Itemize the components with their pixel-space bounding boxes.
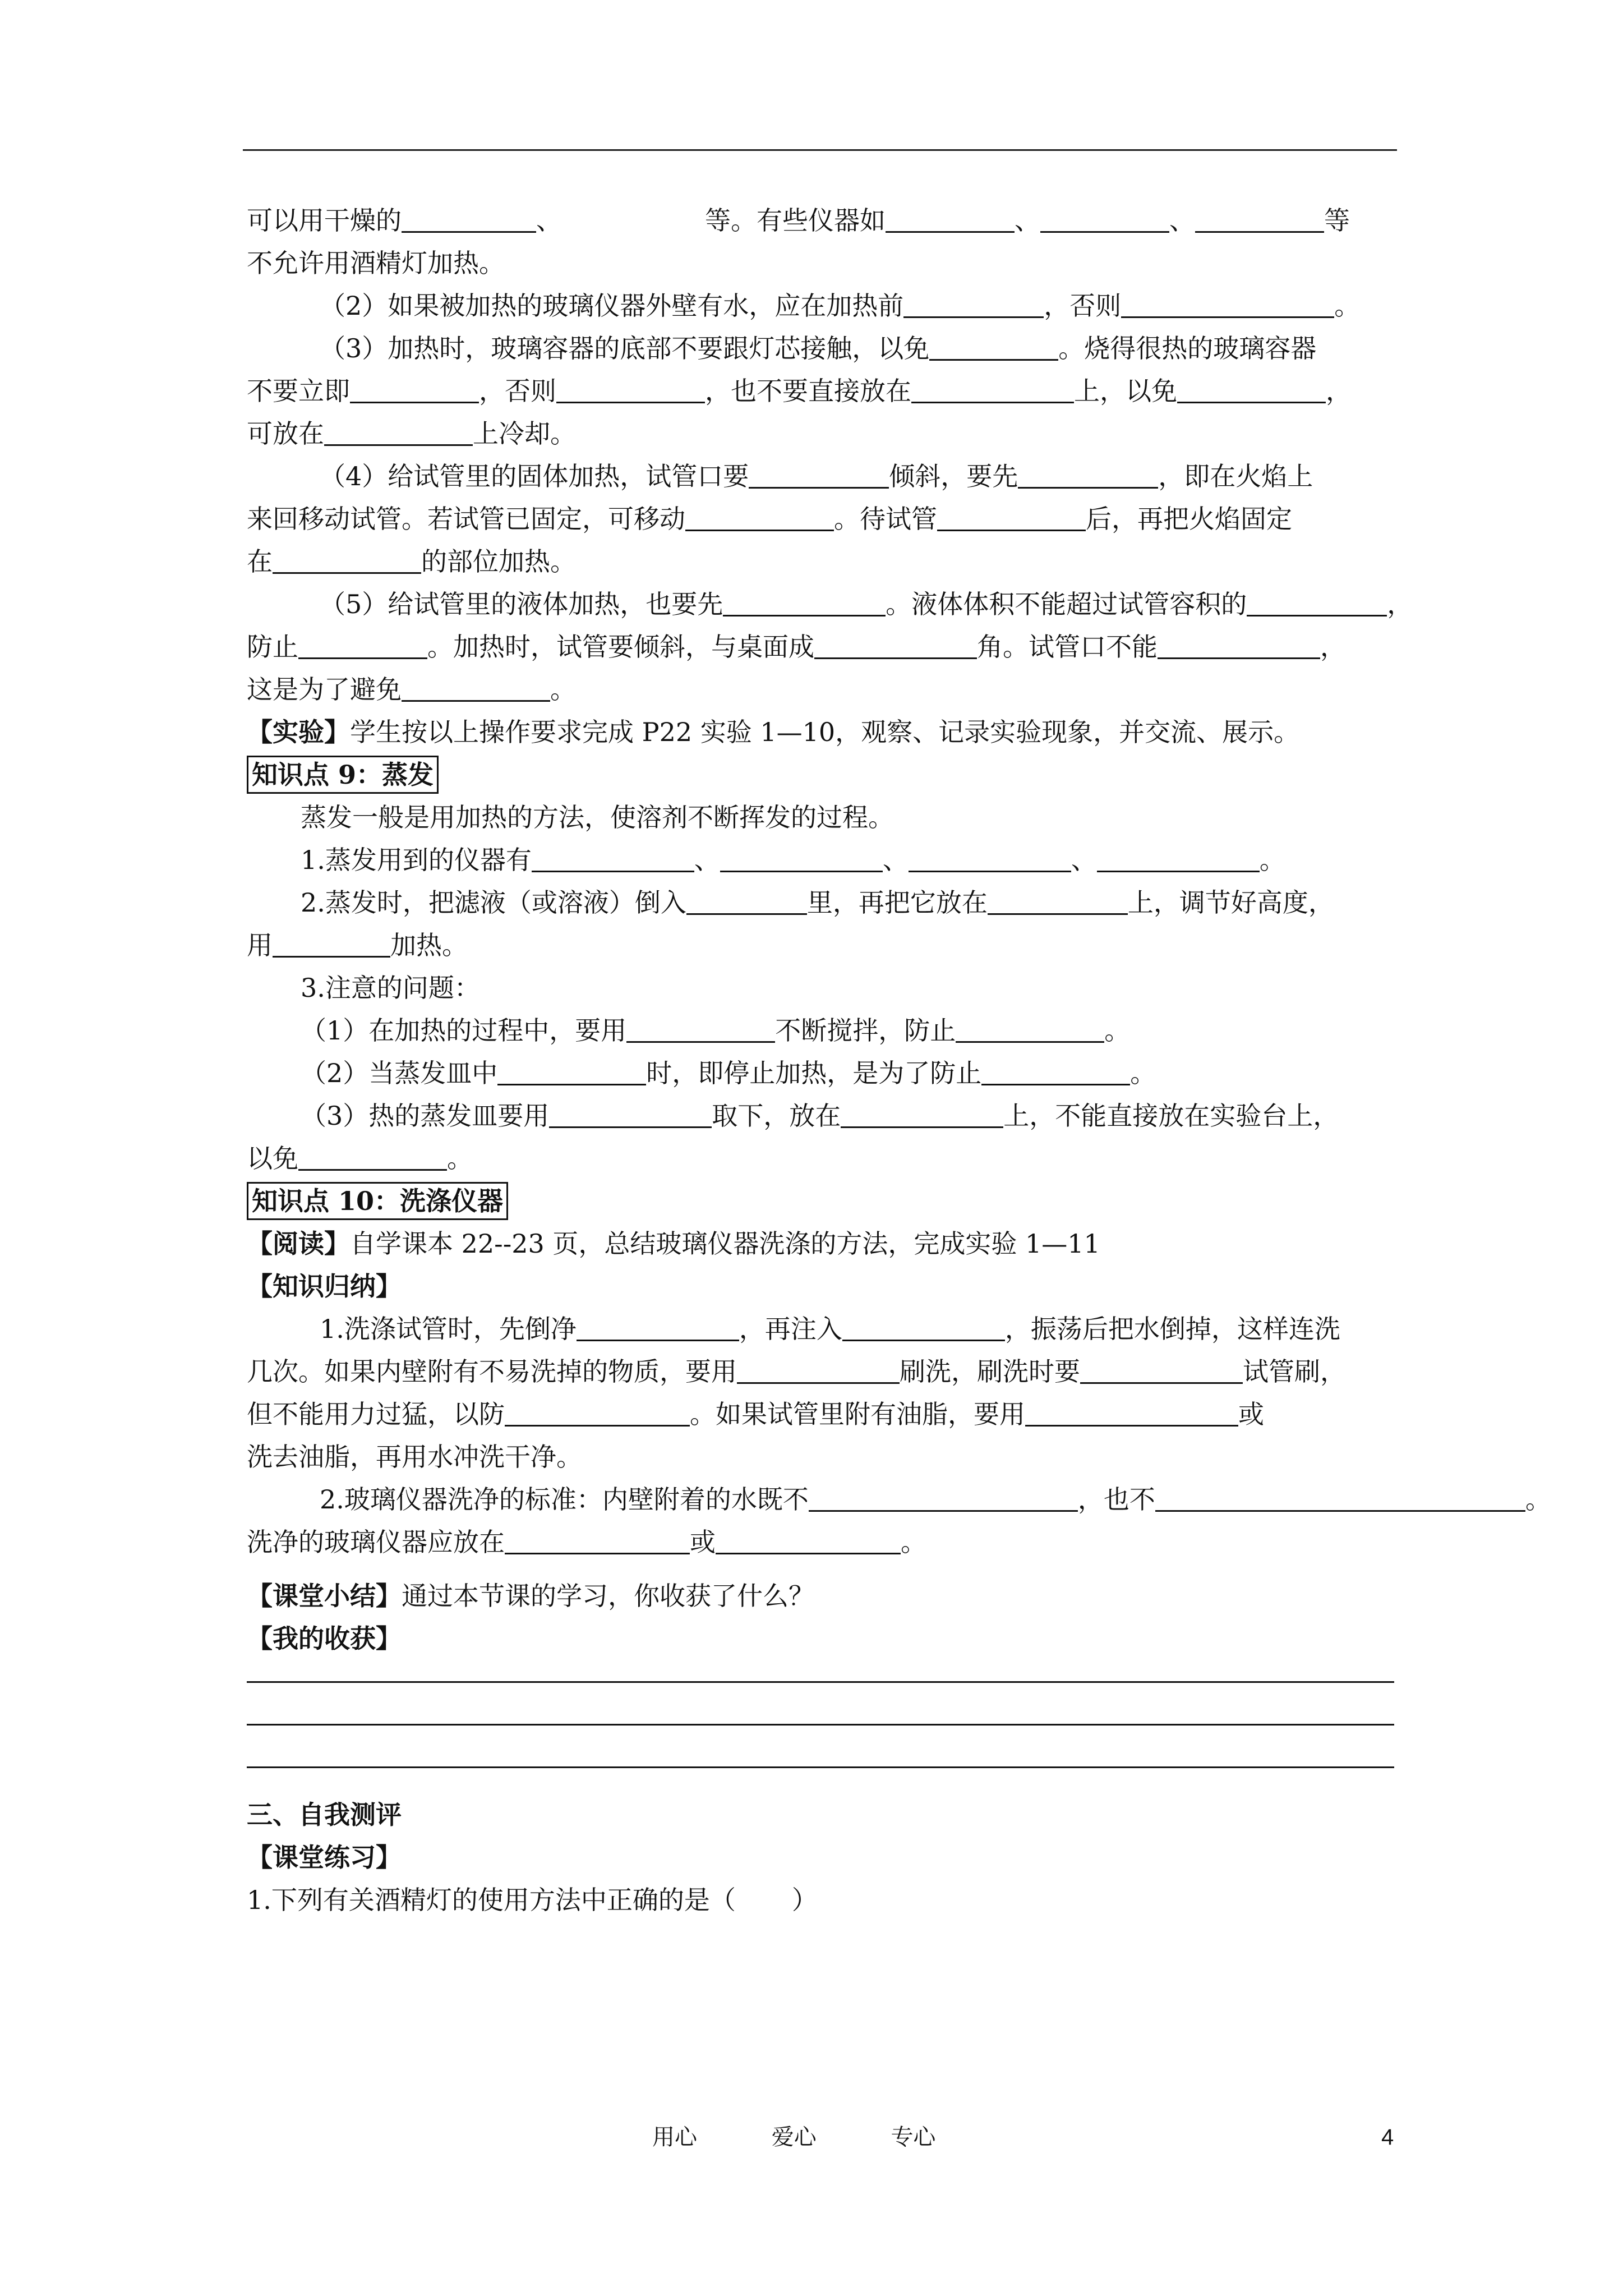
section-heading: 三、自我测评 [247, 1800, 402, 1830]
section-tag: 【我的收获】 [247, 1623, 402, 1654]
text-line: 蒸发一般是用加热的方法，使溶剂不断挥发的过程。 [301, 802, 894, 832]
text-line: 防止 。加热时，试管要倾斜，与桌面成 角。试管口不能 ， [247, 632, 1346, 662]
boxed-heading: 知识点 9：蒸发 [247, 756, 439, 794]
text-line: （5）给试管里的液体加热，也要先 。液体体积不能超过试管容积的 ， [320, 589, 1413, 619]
text-line: 不要立即 ，否则 ，也不要直接放在 上，以免 ， [247, 376, 1352, 406]
text-line: 【实验】学生按以上操作要求完成 P22 实验 1—10，观察、记录实验现象，并交流、展示。 [247, 717, 1300, 747]
footer-mottos [652, 2120, 1003, 2154]
text-line: 但不能用力过猛，以防 。如果试管里附有油脂，要用 或 [247, 1399, 1264, 1429]
text-line: 1.蒸发用到的仪器有 、 、 、 。 [301, 845, 1285, 875]
text-line: （4）给试管里的固体加热，试管口要 倾斜，要先 ，即在火焰上 [320, 461, 1313, 491]
text-line: （2）如果被加热的玻璃仪器外壁有水，应在加热前 ，否则 。 [320, 291, 1361, 321]
section-tag: 【课堂小结】 [247, 1581, 402, 1611]
text-line: 这是为了避免 。 [247, 674, 576, 705]
text-line: 来回移动试管。若试管已固定，可移动 。待试管 后，再把火焰固定 [247, 504, 1292, 534]
answer-line[interactable] [247, 1660, 1615, 1703]
footer-motto: 专心 [891, 2124, 936, 2150]
text-line: （2）当蒸发皿中 时，即停止加热，是为了防止 。 [301, 1058, 1156, 1088]
text-line: 【课堂小结】通过本节课的学习，你收获了什么？ [247, 1581, 814, 1611]
text-line: 2.蒸发时，把滤液（或溶液）倒入 里，再把它放在 上，调节好高度， [301, 887, 1334, 918]
text-line: 2.玻璃仪器洗净的标准：内壁附着的水既不 ，也不 。 [320, 1484, 1551, 1515]
footer-motto: 爱心 [771, 2124, 817, 2150]
text-line: 洗去油脂，再用水冲洗干净。 [247, 1442, 582, 1472]
answer-line[interactable] [247, 1745, 1615, 1788]
text-line: 不允许用酒精灯加热。 [247, 248, 505, 278]
text-line: 以免 。 [247, 1143, 473, 1174]
page-number: 4 [1381, 2125, 1394, 2150]
text-line: 洗净的玻璃仪器应放在 或 。 [247, 1527, 926, 1557]
section-tag: 【课堂练习】 [247, 1842, 402, 1872]
text-line: 可放在 上冷却。 [247, 418, 576, 449]
question-1: 1.下列有关酒精灯的使用方法中正确的是（ ） [247, 1885, 818, 1915]
section-tag: 【实验】 [247, 717, 350, 747]
text-line [247, 1617, 1615, 1660]
answer-line[interactable] [247, 1703, 1615, 1745]
knowledge-point-9-heading [247, 753, 1615, 796]
text-line: 用 加热。 [247, 930, 468, 960]
text-line: 可以用干燥的 、 等。有些仪器如 、 、 等 [247, 205, 1350, 236]
section-tag: 【阅读】 [247, 1228, 350, 1259]
header-rule [243, 149, 1397, 151]
section-tag: 【知识归纳】 [247, 1271, 402, 1301]
text-line: 3.注意的问题： [301, 973, 480, 1003]
text-line: 几次。如果内壁附有不易洗掉的物质，要用 刷洗，刷洗时要 试管刷， [247, 1356, 1346, 1387]
document-body [247, 199, 1615, 1921]
boxed-heading: 知识点 10：洗涤仪器 [247, 1182, 508, 1220]
text-line: 【阅读】自学课本 22--23 页，总结玻璃仪器洗涤的方法，完成实验 1—11 [247, 1228, 1100, 1259]
text-line [247, 1836, 1615, 1879]
text-line: （3）加热时，玻璃容器的底部不要跟灯芯接触，以免 。烧得很热的玻璃容器 [320, 333, 1317, 364]
text-line: （3）热的蒸发皿要用 取下，放在 上，不能直接放在实验台上， [301, 1101, 1339, 1131]
knowledge-point-10-heading [247, 1180, 1615, 1222]
text-line: 在 的部位加热。 [247, 546, 576, 577]
text-line [247, 1265, 1615, 1308]
text-line: （1）在加热的过程中，要用 不断搅拌，防止 。 [301, 1015, 1131, 1046]
footer-motto: 用心 [652, 2124, 697, 2150]
text-line: 1.洗涤试管时，先倒净 ，再注入 ，振荡后把水倒掉，这样连洗 [320, 1314, 1340, 1344]
